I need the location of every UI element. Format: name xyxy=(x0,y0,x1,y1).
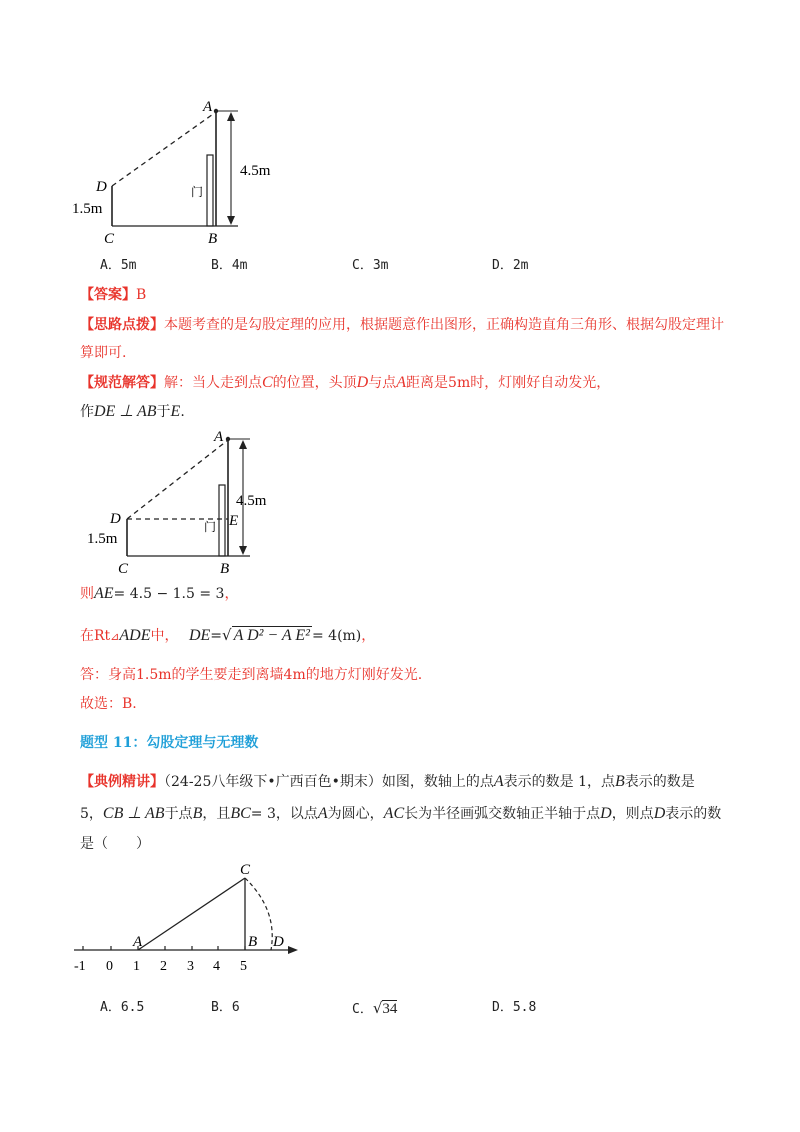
fig3-label-D: D xyxy=(273,934,284,950)
example-line-1 xyxy=(80,772,695,792)
fig1-height-label: 4.5m xyxy=(240,163,271,179)
point-b: B xyxy=(192,805,203,822)
example-text: ，且 xyxy=(202,806,231,822)
solution-text: 于 xyxy=(156,404,171,420)
option-c[interactable] xyxy=(352,998,397,1020)
section-title: 题型 11：勾股定理与无理数 xyxy=(80,735,259,751)
option-a-value: 6.5 xyxy=(120,1000,145,1015)
fig2-label-E: E xyxy=(229,513,239,529)
option-a-value: 5m xyxy=(120,258,137,273)
example-text: 表示的数 xyxy=(665,806,722,822)
example-text: ，以点 xyxy=(275,806,318,822)
example-text: 5， xyxy=(80,806,103,822)
option-a[interactable] xyxy=(100,256,136,276)
fig2-height-label: 4.5m xyxy=(236,493,267,509)
solution-text: . xyxy=(180,404,185,420)
ae-symbol: AE xyxy=(94,585,114,602)
option-b[interactable] xyxy=(211,256,247,276)
figure-lamp-door xyxy=(60,95,280,250)
option-c-letter: C． xyxy=(352,1002,373,1017)
ae-value: = 4.5 − 1.5 = 3 xyxy=(113,586,225,602)
fig3-label-B: B xyxy=(248,934,258,950)
fig2-label-C: C xyxy=(118,561,129,577)
calc-text: ， xyxy=(361,628,376,644)
option-c-value: 3m xyxy=(372,258,389,273)
point-d: D xyxy=(653,805,666,822)
solution-text: 的位置，头顶 xyxy=(272,375,357,391)
final-text: m的地方灯刚好发光. xyxy=(292,667,423,683)
option-a-letter: A． xyxy=(100,258,121,273)
fig1-label-B: B xyxy=(208,231,218,247)
tick-label: 3 xyxy=(187,959,194,974)
sqrt-icon: √ xyxy=(372,999,383,1017)
example-tag: 【典例精讲】 xyxy=(80,774,164,790)
fig1-label-D: D xyxy=(96,179,107,195)
fig2-person-label: 1.5m xyxy=(87,531,118,547)
figure-lamp-door-construction xyxy=(80,425,300,580)
option-b-letter: B． xyxy=(211,1000,232,1015)
choose-line: 故选：B. xyxy=(80,696,137,712)
fig1-door-label: 门 xyxy=(191,185,204,199)
example-text: 于点 xyxy=(164,806,193,822)
answer-line xyxy=(80,285,146,305)
hint-line-2: 算即可. xyxy=(80,345,127,361)
tick-label: 2 xyxy=(160,959,167,974)
example-text: 表示的数是 1，点 xyxy=(503,774,616,790)
option-c-letter: C． xyxy=(352,258,373,273)
example-text: 表示的数是 xyxy=(624,774,695,790)
fig1-label-A: A xyxy=(203,99,213,115)
example-source: （24-25八年级下•广西百色•期末） xyxy=(164,774,382,790)
point-c: C xyxy=(262,374,273,391)
option-d-letter: D． xyxy=(492,258,513,273)
example-text: 为圆心， xyxy=(327,806,384,822)
option-c[interactable] xyxy=(352,256,388,276)
option-c-value: 34 xyxy=(382,1001,398,1017)
equals-sign: = xyxy=(210,628,223,644)
point-d: D xyxy=(600,805,612,822)
final-text: m的学生要走到离墙 xyxy=(158,667,284,683)
example-text: 如图，数轴上的点 xyxy=(381,774,494,790)
triangle-icon: ⊿ xyxy=(110,630,120,643)
calc-text: 则 xyxy=(80,586,94,602)
de-value: = 4(m) xyxy=(311,628,362,644)
solution-tag: 【规范解答】 xyxy=(80,375,164,391)
sqrt-icon: √ xyxy=(222,626,232,644)
point-a: A xyxy=(317,805,328,822)
option-b-letter: B． xyxy=(211,258,232,273)
perp-expression: DE ⊥ AB xyxy=(94,403,157,420)
answer-value: B xyxy=(136,287,147,303)
option-d-letter: D． xyxy=(492,1000,513,1015)
option-b-value: 4m xyxy=(231,258,248,273)
bc-value: = 3 xyxy=(250,806,276,822)
answer-tag: 【答案】 xyxy=(80,287,136,303)
option-a[interactable] xyxy=(100,998,144,1018)
final-answer-line xyxy=(80,665,422,685)
option-d[interactable] xyxy=(492,998,536,1018)
point-a: A xyxy=(493,773,504,790)
calc-line-2 xyxy=(80,625,375,647)
tick-label: 4 xyxy=(213,959,220,974)
perp-expression: CB ⊥ AB xyxy=(102,805,165,822)
triangle-name: ADE xyxy=(119,627,151,644)
tick-label: -1 xyxy=(74,959,86,974)
final-text: 答：身高 xyxy=(80,667,136,683)
example-line-2 xyxy=(80,804,721,824)
solution-text: 与点 xyxy=(368,375,397,391)
solution-text: 距离是 xyxy=(406,375,449,391)
point-d: D xyxy=(356,374,369,391)
option-d-value: 2m xyxy=(512,258,529,273)
calc-line-1 xyxy=(80,584,238,604)
solution-line-1 xyxy=(80,373,610,393)
solution-text: 解：当人走到点 xyxy=(164,375,262,391)
fig2-door-label: 门 xyxy=(204,520,217,534)
solution-line-2 xyxy=(80,402,185,422)
fig1-person-label: 1.5m xyxy=(72,201,103,217)
tick-label: 1 xyxy=(133,959,140,974)
tick-label: 5 xyxy=(240,959,247,974)
tick-label: 0 xyxy=(106,959,113,974)
radicand: A D² − A E² xyxy=(233,627,310,644)
bc-symbol: BC xyxy=(230,805,251,822)
fig2-label-D: D xyxy=(110,511,121,527)
de-symbol: DE xyxy=(188,627,211,644)
option-d-value: 5.8 xyxy=(512,1000,537,1015)
option-d[interactable] xyxy=(492,256,528,276)
ac-symbol: AC xyxy=(383,805,405,822)
point-e: E xyxy=(170,403,181,420)
fig2-label-B: B xyxy=(220,561,230,577)
hint-line-1 xyxy=(80,315,724,335)
example-text: ，则点 xyxy=(611,806,654,822)
solution-text: m时，灯刚好自动发光， xyxy=(456,375,611,391)
number-5: 5 xyxy=(448,375,457,391)
number-4: 4 xyxy=(283,667,293,683)
hint-tag: 【思路点拨】 xyxy=(80,317,164,333)
point-b: B xyxy=(615,773,625,790)
fig3-label-C: C xyxy=(240,862,251,878)
number-1-5: 1.5 xyxy=(136,667,159,683)
calc-text: ， xyxy=(224,586,239,602)
example-text: 长为半径画弧交数轴正半轴于点 xyxy=(404,806,601,822)
fig2-label-A: A xyxy=(214,429,224,445)
calc-text: 在Rt xyxy=(80,628,111,644)
option-a-letter: A． xyxy=(100,1000,121,1015)
calc-text: 中， xyxy=(150,628,179,644)
fig3-label-A: A xyxy=(133,934,143,950)
solution-text: 作 xyxy=(80,404,94,420)
option-b[interactable] xyxy=(211,998,240,1018)
point-a: A xyxy=(396,374,407,391)
hint-text-1: 本题考查的是勾股定理的应用，根据题意作出图形，正确构造直角三角形、根据勾股定理计 xyxy=(164,317,724,333)
option-b-value: 6 xyxy=(231,1000,240,1015)
fig1-label-C: C xyxy=(104,231,115,247)
figure-number-line xyxy=(70,860,310,980)
example-line-3: 是（ ） xyxy=(80,836,150,852)
